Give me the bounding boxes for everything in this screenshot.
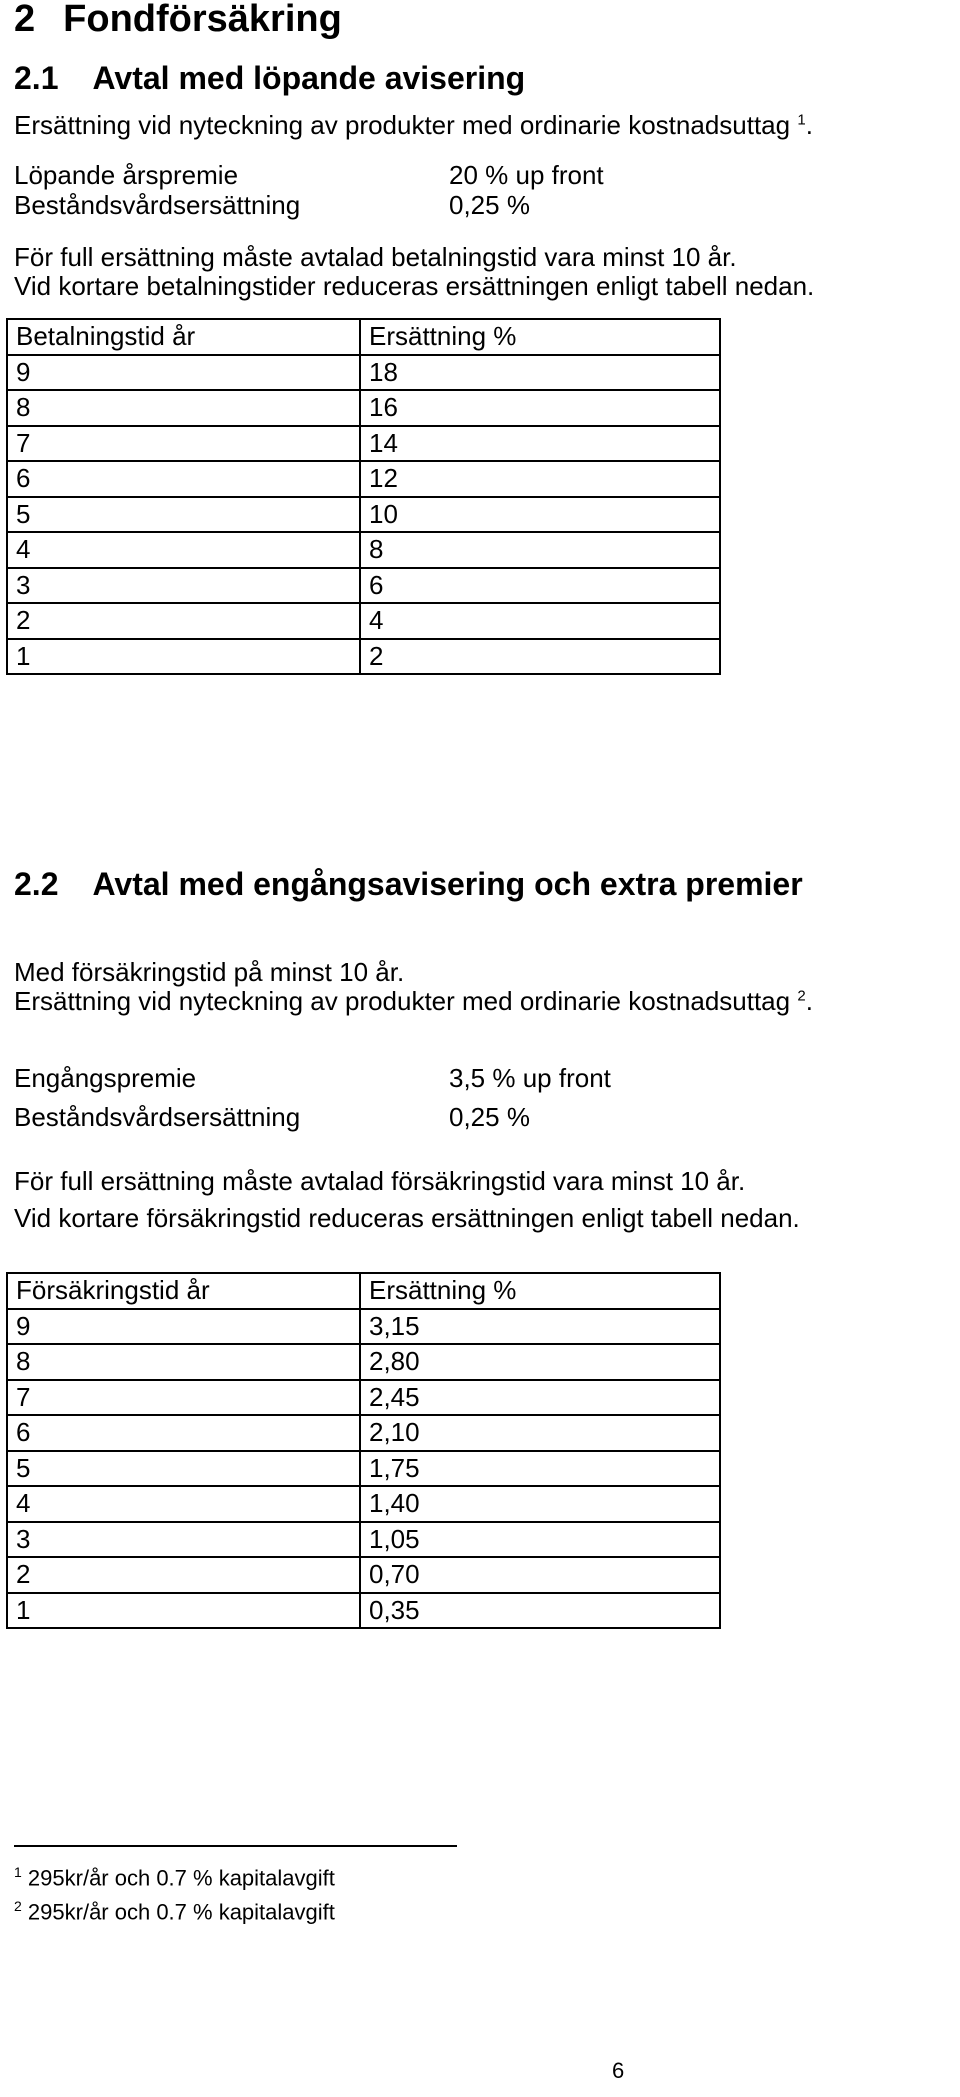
term-value: 20 % up front [449, 160, 604, 190]
page-number: 6 [612, 2058, 625, 2083]
table-cell: 12 [360, 461, 720, 497]
table-cell: 2 [7, 1557, 360, 1593]
table-cell: 9 [7, 355, 360, 391]
table-row [7, 568, 720, 604]
table-row [7, 1593, 720, 1629]
footnote [14, 1898, 335, 1925]
table-row [7, 639, 720, 675]
footnote-text: 295kr/år och 0.7 % kapitalavgift [27, 1899, 335, 1925]
table-cell: 3,15 [360, 1309, 720, 1345]
table-cell: 3 [7, 1522, 360, 1558]
term-label: Löpande årspremie [14, 160, 239, 190]
term-label: Beståndsvårdsersättning [14, 190, 301, 220]
table-header-row [7, 319, 720, 355]
table-cell: 1,05 [360, 1522, 720, 1558]
term-label: Beståndsvårdsersättning [14, 1102, 301, 1132]
table-cell: 0,35 [360, 1593, 720, 1629]
table-cell: 8 [7, 1344, 360, 1380]
table-cell: 10 [360, 497, 720, 533]
intro-paragraph-2-2: Ersättning vid nyteckning av produkter med ordinarie kostnadsuttag $^2$. [14, 986, 813, 1016]
note-line: Vid kortare försäkringstid reduceras ersättningen enligt tabell nedan. [14, 1203, 800, 1233]
subsection-title: Avtal med löpande avisering [92, 60, 526, 96]
table-cell: 4 [360, 603, 720, 639]
term-value: 0,25 % [449, 190, 530, 220]
table-row [7, 1309, 720, 1345]
table-header-cell: Försäkringstid år [7, 1273, 360, 1309]
table-row [7, 1380, 720, 1416]
table-cell: 18 [360, 355, 720, 391]
note-line: För full ersättning måste avtalad betalningstid vara minst 10 år. [14, 242, 737, 272]
table-cell: 6 [7, 1415, 360, 1451]
note-line: För full ersättning måste avtalad försäkringstid vara minst 10 år. [14, 1166, 746, 1196]
table-cell: 2 [7, 603, 360, 639]
table-cell: 6 [360, 568, 720, 604]
table-cell: 5 [7, 1451, 360, 1487]
table-row [7, 1557, 720, 1593]
footnote-ref: 1 [797, 111, 806, 129]
table-cell: 0,70 [360, 1557, 720, 1593]
table-cell: 1 [7, 639, 360, 675]
table-cell: 6 [7, 461, 360, 497]
table-row [7, 497, 720, 533]
table-cell: 5 [7, 497, 360, 533]
table-cell: 2,10 [360, 1415, 720, 1451]
table-row [7, 426, 720, 462]
subsection-heading-2-1 [14, 60, 525, 97]
section-heading [14, 0, 342, 41]
compensation-table-2-2 [6, 1272, 721, 1629]
table-cell: 2 [360, 639, 720, 675]
table-cell: 2,80 [360, 1344, 720, 1380]
section-title: Fondförsäkring [63, 0, 342, 40]
table-row [7, 461, 720, 497]
table-header-row [7, 1273, 720, 1309]
table-cell: 8 [7, 390, 360, 426]
table-row [7, 355, 720, 391]
table-row [7, 1415, 720, 1451]
footnote-separator [14, 1845, 457, 1847]
term-value: 0,25 % [449, 1102, 530, 1132]
table-row [7, 1522, 720, 1558]
section-number: 2 [14, 0, 36, 40]
table-cell: 4 [7, 1486, 360, 1522]
footnote [14, 1864, 335, 1891]
term-value: 3,5 % up front [449, 1063, 611, 1093]
table-cell: 4 [7, 532, 360, 568]
table-row [7, 603, 720, 639]
table-row [7, 1486, 720, 1522]
table-cell: 1 [7, 1593, 360, 1629]
subsection-heading-2-2 [14, 866, 803, 903]
footnote-ref: 2 [797, 987, 806, 1005]
subsection-title: Avtal med engångsavisering och extra premier [92, 866, 803, 902]
table-cell: 14 [360, 426, 720, 462]
table-cell: 9 [7, 1309, 360, 1345]
table-header-cell: Ersättning % [360, 319, 720, 355]
subsection-number: 2.1 [14, 60, 59, 96]
intro-paragraph-2-1: Ersättning vid nyteckning av produkter med ordinarie kostnadsuttag $^1$. [14, 110, 813, 140]
table-cell: 2,45 [360, 1380, 720, 1416]
table-cell: 16 [360, 390, 720, 426]
paragraph-line: Med försäkringstid på minst 10 år. [14, 957, 405, 987]
table-header-cell: Ersättning % [360, 1273, 720, 1309]
footnote-mark: 2 [14, 1898, 22, 1914]
note-line: Vid kortare betalningstider reduceras ersättningen enligt tabell nedan. [14, 271, 815, 301]
table-row [7, 1344, 720, 1380]
footnote-mark: 1 [14, 1864, 22, 1880]
term-label: Engångspremie [14, 1063, 197, 1093]
table-row [7, 532, 720, 568]
table-cell: 7 [7, 1380, 360, 1416]
table-cell: 3 [7, 568, 360, 604]
compensation-table-2-1 [6, 318, 721, 675]
table-cell: 7 [7, 426, 360, 462]
table-row [7, 390, 720, 426]
table-cell: 8 [360, 532, 720, 568]
subsection-number: 2.2 [14, 866, 59, 902]
table-cell: 1,40 [360, 1486, 720, 1522]
table-cell: 1,75 [360, 1451, 720, 1487]
footnote-text: 295kr/år och 0.7 % kapitalavgift [27, 1865, 335, 1891]
table-header-cell: Betalningstid år [7, 319, 360, 355]
table-row [7, 1451, 720, 1487]
